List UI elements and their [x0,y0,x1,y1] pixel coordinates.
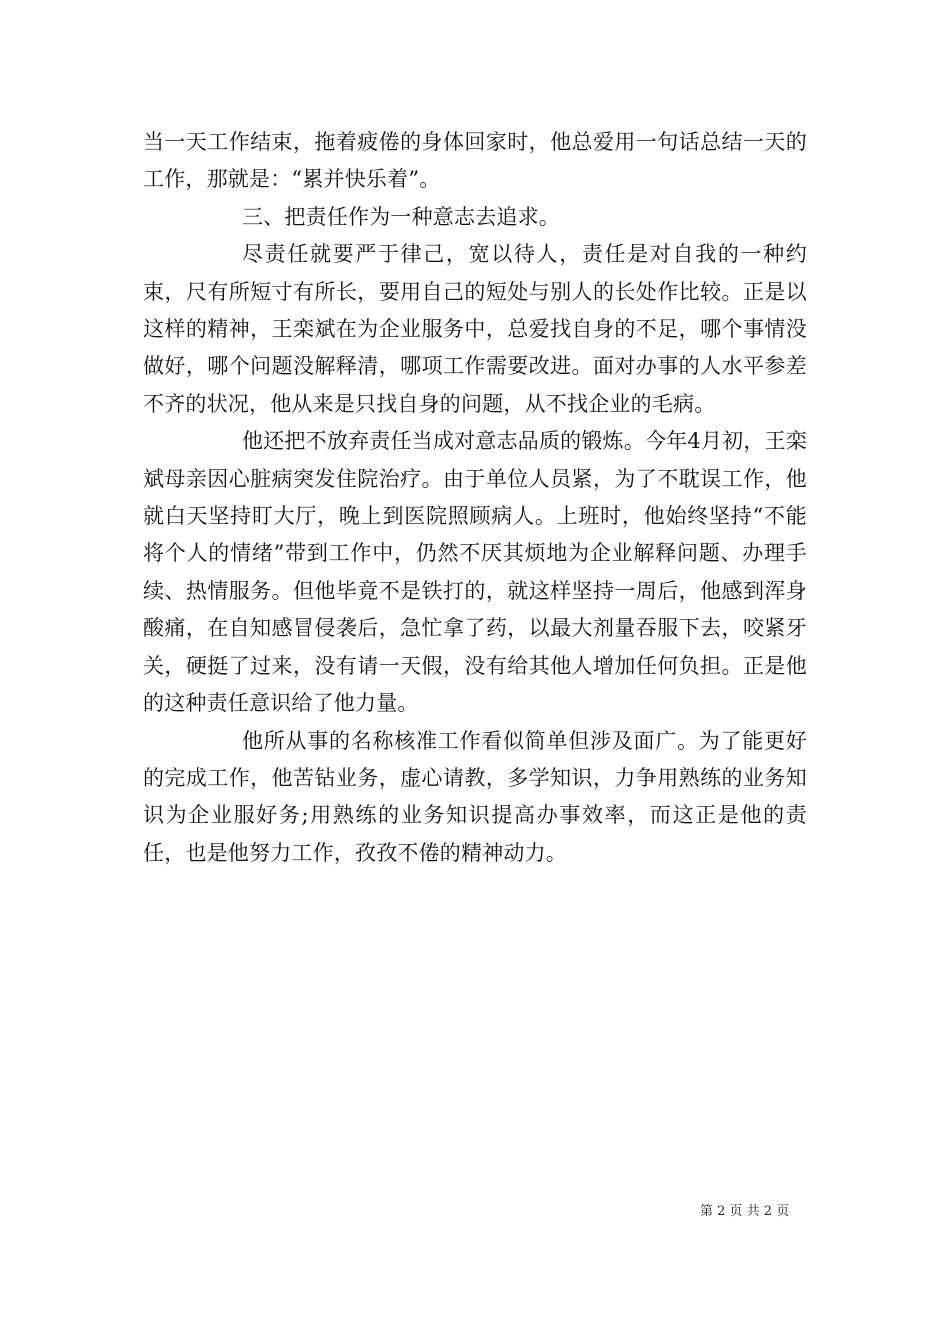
page-number-footer: 第 2 页 共 2 页 [700,1204,790,1219]
document-body [143,124,807,872]
paragraph-4: 他还把不放弃责任当成对意志品质的锻炼。今年4月初，王栾斌母亲因心脏病突发住院治疗。由于单位人员紧，为了不耽误工作，他就白天坚持盯大厅，晚上到医院照顾病人。上班时，他始终坚持“不能将个人的情绪”带到工作中，仍然不厌其烦地为企业解释问题、办理手续、热情服务。但他毕竟不是铁打的，就这样坚持一周后，他感到浑身酸痛，在自知感冒侵袭后，急忙拿了药，以最大剂量吞服下去，咬紧牙关，硬挺了过来，没有请一天假，没有给其他人增加任何负担。正是他的这种责任意识给了他力量。 [143,429,807,716]
paragraph-5: 他所从事的名称核准工作看似简单但涉及面广。为了能更好的完成工作，他苦钻业务，虚心请教，多学知识，力争用熟练的业务知识为企业服好务;用熟练的业务知识提高办事效率，而这正是他的责任，也是他努力工作，孜孜不倦的精神动力。 [143,728,807,865]
paragraph-1: 当一天工作结束，拖着疲倦的身体回家时，他总爱用一句话总结一天的工作，那就是：“累并快乐着”。 [143,130,807,192]
paragraph-3: 尽责任就要严于律己，宽以待人，责任是对自我的一种约束，尺有所短寸有所长，要用自己的短处与别人的长处作比较。正是以这样的精神，王栾斌在为企业服务中，总爱找自身的不足，哪个事情没做好，哪个问题没解释清，哪项工作需要改进。面对办事的人水平参差不齐的状况，他从来是只找自身的问题，从不找企业的毛病。 [143,242,807,416]
paragraph-2-section-heading: 三、把责任作为一种意志去追求。 [242,204,560,229]
